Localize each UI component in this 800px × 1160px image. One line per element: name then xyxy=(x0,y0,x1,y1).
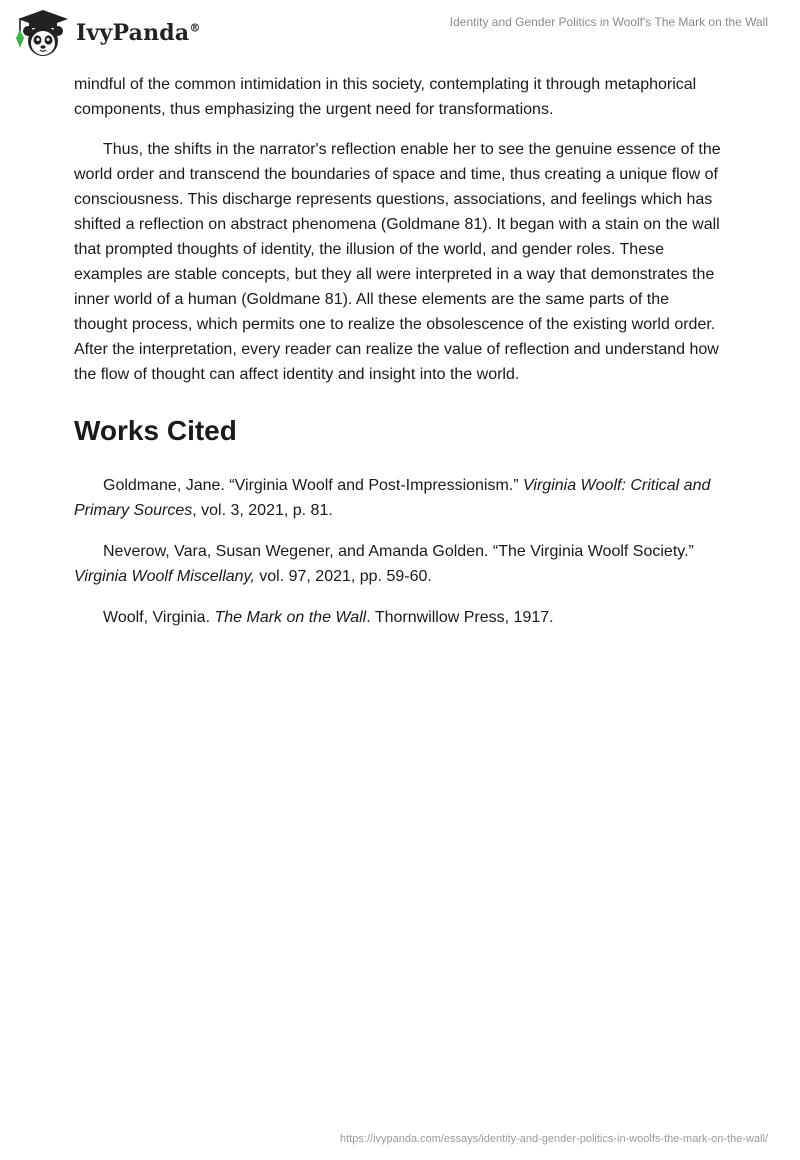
document-title: Identity and Gender Politics in Woolf's The Mark on the Wall xyxy=(449,15,768,29)
page-header xyxy=(0,0,800,64)
essay-content xyxy=(74,72,726,646)
works-cited-heading: Works Cited xyxy=(74,415,237,446)
citation-entry: Goldmane, Jane. “Virginia Woolf and Post-Impressionism.” Virginia Woolf: Critical and Primary Sources, vol. 3, 2021, p. 81. xyxy=(74,477,711,519)
brand-logo[interactable] xyxy=(14,8,201,58)
source-url[interactable]: https://ivypanda.com/essays/identity-and-gender-politics-in-woolfs-the-mark-on-the-wall/ xyxy=(340,1133,768,1145)
body-paragraph-conclusion: Thus, the shifts in the narrator's reflection enable her to see the genuine essence of the world order and transcend the boundaries of space and time, thus creating a unique flow of consciousness. This discharge represents questions, associations, and feelings which has shifted a reflection on abstract phenomena (Goldmane 81). It began with a stain on the wall that prompted thoughts of identity, the illusion of the world, and gender roles. These examples are stable concepts, but they all were interpreted in a way that demonstrates the inner world of a human (Goldmane 81). All these elements are the same parts of the thought process, which permits one to realize the obsolescence of the existing world order. After the interpretation, every reader can realize the value of reflection and understand how the flow of thought can affect identity and insight into the world. xyxy=(74,141,721,383)
brand-name: IvyPanda® xyxy=(76,20,201,46)
citation-entry: Neverow, Vara, Susan Wegener, and Amanda Golden. “The Virginia Woolf Society.” Virginia Woolf Miscellany, vol. 97, 2021, pp. 59-60. xyxy=(74,543,694,585)
body-paragraph-continued: mindful of the common intimidation in this society, contemplating it through metaphorical components, thus emphasizing the urgent need for transformations. xyxy=(74,76,697,118)
citation-entry: Woolf, Virginia. The Mark on the Wall. Thornwillow Press, 1917. xyxy=(103,609,554,626)
panda-graduate-icon xyxy=(14,8,72,58)
